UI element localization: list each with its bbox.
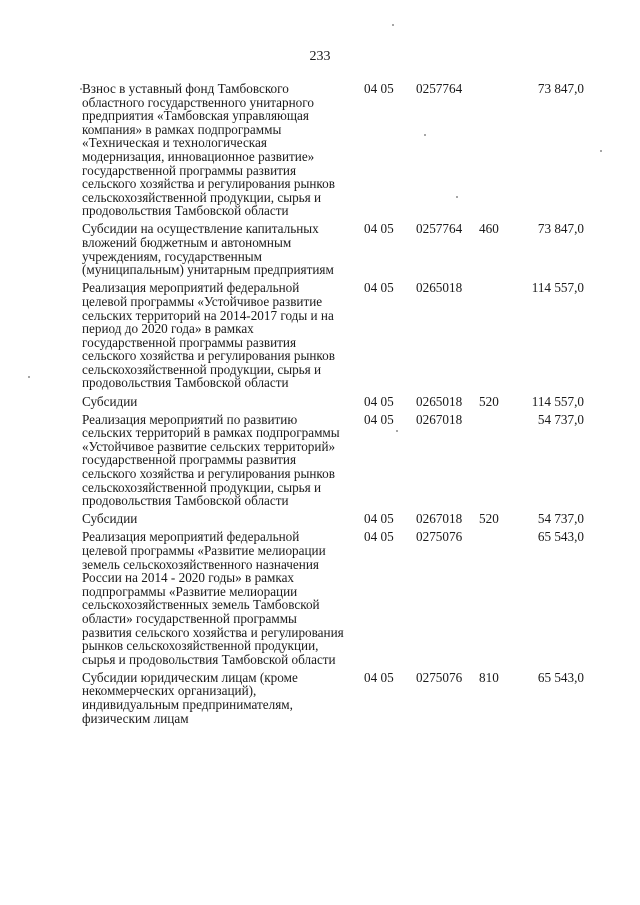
row-section: 04 05 [364,529,394,545]
row-target-code: 0257764 [416,81,463,96]
row-expense-type: 520 [479,511,499,527]
scan-speck [424,134,426,136]
row-section: 04 05 [364,669,394,685]
row-target-code: 0267018 [416,511,463,527]
row-target-code: 0275076 [416,669,463,685]
row-amount: 65 543,0 [537,669,584,685]
table-row [82,530,592,666]
table-row [82,395,592,409]
row-amount: 114 557,0 [531,393,584,409]
scan-speck [80,88,82,90]
row-description: Реализация мероприятий федеральной целевой программы «Развитие мелиорации земель сельскохозяйственного назначения России на 2014 - 2020 годы» в рамках подпрограммы «Развитие мелиорации сельскохозяйственных земель Тамбовской области» государственной программы развития сельского хозяйства и регулирования рынков сельскохозяйственной продукции, сырья и продовольствия Тамбовской области [82,529,344,667]
row-amount: 54 737,0 [537,511,584,527]
row-description: Субсидии [82,511,138,527]
row-amount: 54 737,0 [537,411,584,427]
scan-speck [28,376,30,378]
budget-table [82,82,592,730]
row-description: Субсидии [82,393,138,409]
row-expense-type: 520 [479,393,499,409]
row-target-code: 0265018 [416,393,463,409]
row-section: 04 05 [364,393,394,409]
scan-speck [392,24,394,26]
table-row [82,413,592,508]
row-target-code: 0267018 [416,411,463,427]
table-row [82,82,592,218]
row-target-code: 0275076 [416,529,463,545]
table-row [82,222,592,276]
scan-speck [396,430,398,432]
row-amount: 114 557,0 [531,280,584,296]
row-description: Субсидии на осуществление капитальных вложений бюджетным и автономным учреждениям, государственным (муниципальным) унитарным предприятиям [82,221,334,278]
row-section: 04 05 [364,81,394,96]
row-section: 04 05 [364,221,394,237]
row-expense-type: 810 [479,669,499,685]
row-description: Реализация мероприятий федеральной целевой программы «Устойчивое развитие сельских территорий на 2014-2017 годы и на период до 2020 года» в рамках государственной программы развития сельского хозяйства и регулирования рынков сельскохозяйственной продукции, сырья и продовольствия Тамбовской области [82,280,335,391]
page-number: 233 [309,49,331,64]
row-description: Субсидии юридическим лицам (кроме некоммерческих организаций), индивидуальным предпринимателям, физическим лицам [82,669,298,726]
scan-speck [456,196,458,198]
row-expense-type: 460 [479,221,499,237]
row-amount: 65 543,0 [537,529,584,545]
table-row [82,281,592,390]
row-description: Взнос в уставный фонд Тамбовского областного государственного унитарного предприятия «Тамбовская управляющая компания» в рамках подпрограммы «Техническая и технологическая модернизация, инновационное развитие» государственной программы развития сельского хозяйства и регулирования рынков сельскохозяйственной продукции, сырья и продовольствия Тамбовской области [82,81,335,219]
row-section: 04 05 [364,511,394,527]
row-description: Реализация мероприятий по развитию сельских территорий в рамках подпрограммы «Устойчивое развитие сельских территорий» государственной программы развития сельского хозяйства и регулирования рынков сельскохозяйственной продукции, сырья и продовольствия Тамбовской области [82,411,340,509]
scan-speck [600,150,602,152]
row-amount: 73 847,0 [537,221,584,237]
row-target-code: 0265018 [416,280,463,296]
row-target-code: 0257764 [416,221,463,237]
table-row [82,671,592,725]
row-amount: 73 847,0 [537,81,584,96]
table-row [82,512,592,526]
row-section: 04 05 [364,280,394,296]
row-section: 04 05 [364,411,394,427]
